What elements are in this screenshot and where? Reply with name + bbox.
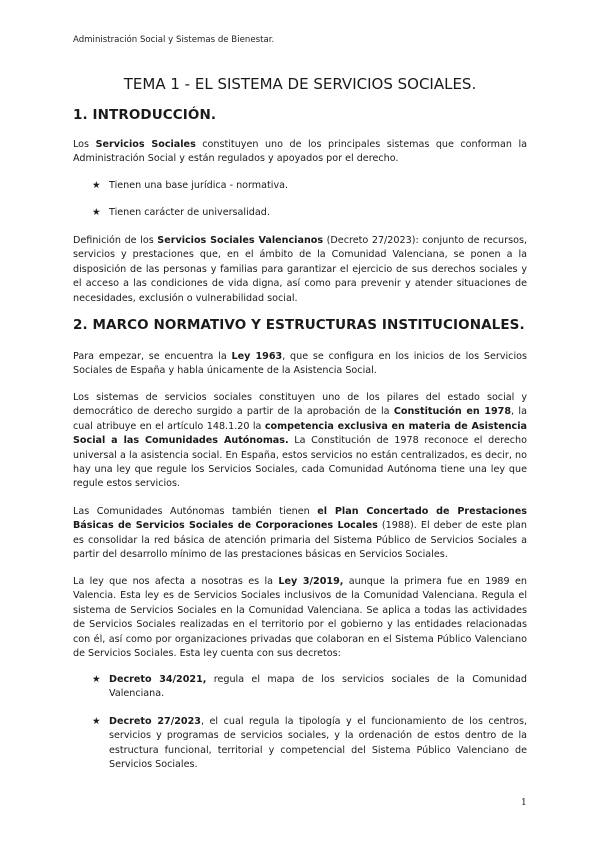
text: aunque la primera fue en 1989 en Valencia. Esta ley es de Servicios Sociales inclusivos de la Comunidad Valenciana. Regula el sistema de Servicios Sociales en la Comunidad Valenciana. Se aplica a todas las actividades de Servicios Sociales realizadas en el territorio por el gobierno y las entidades relacionadas con él, así como por organizaciones privadas que colaboran en el Sistema Público Valenciano de Servicios Sociales. Esta ley cuenta con sus decretos: — [73, 576, 527, 660]
list-item-text — [109, 673, 527, 702]
section-heading-introduccion: 1. INTRODUCCIÓN. — [73, 107, 217, 123]
bold-text: competencia exclusiva en materia de Asistencia Social a las Comunidades Autónomas. — [73, 420, 527, 447]
bold-text: Decreto 27/2023 — [109, 716, 201, 727]
text: Los — [73, 139, 96, 150]
text: Los sistemas de servicios sociales constituyen uno de los pilares del estado social y democrático de derecho surgido a partir de la aprobación de la — [73, 392, 527, 418]
list-item — [92, 206, 527, 220]
list-item-text: Tienen carácter de universalidad. — [109, 207, 270, 218]
bold-text: el Plan Concertado de Prestaciones Básicas de Servicios Sociales de Corporaciones Locales — [73, 506, 527, 532]
bold-text: Ley 3/2019, — [278, 576, 344, 587]
text: , el cual regula la tipología y el funcionamiento de los centros, servicios y programas de servicios sociales, y la ordenación de estos dentro de la estructura funcional, territorial y competencial del Sistema Público Valenciano de Servicios Sociales. — [109, 716, 528, 771]
list-item-text — [109, 715, 527, 773]
paragraph — [73, 391, 527, 492]
text: (1988). El deber de este plan es consolidar la red básica de atención primaria del Sistema Público de Servicios Sociales a partir del desarrollo mínimo de las prestaciones básicas en Servicios Sociales. — [73, 520, 527, 561]
bold-text: Servicios Sociales — [95, 139, 196, 150]
text: Las Comunidades Autónomas también tienen — [73, 506, 318, 517]
text: , que se configura en los inicios de los Servicios Sociales de España y habla únicamente de la Asistencia Social. — [73, 351, 527, 377]
bold-text: Servicios Sociales Valencianos — [157, 235, 324, 246]
list-item-text: Tienen una base jurídica - normativa. — [109, 180, 289, 191]
page-header: Administración Social y Sistemas de Bienestar. — [73, 35, 275, 45]
bold-text: Constitución en 1978 — [393, 406, 512, 418]
text: (Decreto 27/2023): conjunto de recursos, servicios y prestaciones que, en el ámbito de la Comunidad Valenciana, se ponen a la disposición de las personas y familias para garantizar el ejercicio de sus derechos sociales y el acceso a las condiciones de vida digna, así como para prevenir y atender situaciones de necesidades, exclusión o vulnerabilidad social. — [73, 235, 527, 304]
text: La ley que nos afecta a nosotras es la — [73, 576, 279, 587]
paragraph — [73, 575, 527, 661]
star-icon: ★ — [92, 674, 101, 685]
paragraph — [73, 138, 527, 167]
paragraph — [73, 350, 527, 379]
list-item — [92, 179, 527, 193]
star-icon: ★ — [92, 716, 101, 727]
text: La Constitución de 1978 reconoce el derecho universal a la asistencia social. En España, estos servicios no están centralizados, es decir, no hay una ley que regule los Servicios Sociales, cada Comunidad Autónoma tiene una ley que regule estos servicios. — [73, 435, 527, 490]
section-heading-marco-normativo: 2. MARCO NORMATIVO Y ESTRUCTURAS INSTITUCIONALES. — [73, 317, 525, 333]
list-item — [92, 673, 527, 702]
bold-text: Ley 1963 — [231, 351, 283, 362]
paragraph — [73, 505, 527, 563]
list-item — [92, 715, 527, 773]
bold-text: Decreto 34/2021, — [109, 674, 207, 685]
document-title: TEMA 1 - EL SISTEMA DE SERVICIOS SOCIALES. — [123, 75, 477, 93]
text: , la cual atribuye en el artículo 148.1.20 la — [73, 406, 527, 432]
paragraph — [73, 234, 527, 306]
star-icon: ★ — [92, 180, 101, 191]
page-number: 1 — [521, 798, 527, 808]
text: regula el mapa de los servicios sociales de la Comunidad Valenciana. — [109, 674, 527, 700]
text: Para empezar, se encuentra la — [73, 351, 232, 362]
text: Definición de los — [73, 235, 158, 246]
star-icon: ★ — [92, 207, 101, 218]
text: constituyen uno de los principales sistemas que conforman la Administración Social y están regulados y apoyados por el derecho. — [73, 139, 527, 165]
